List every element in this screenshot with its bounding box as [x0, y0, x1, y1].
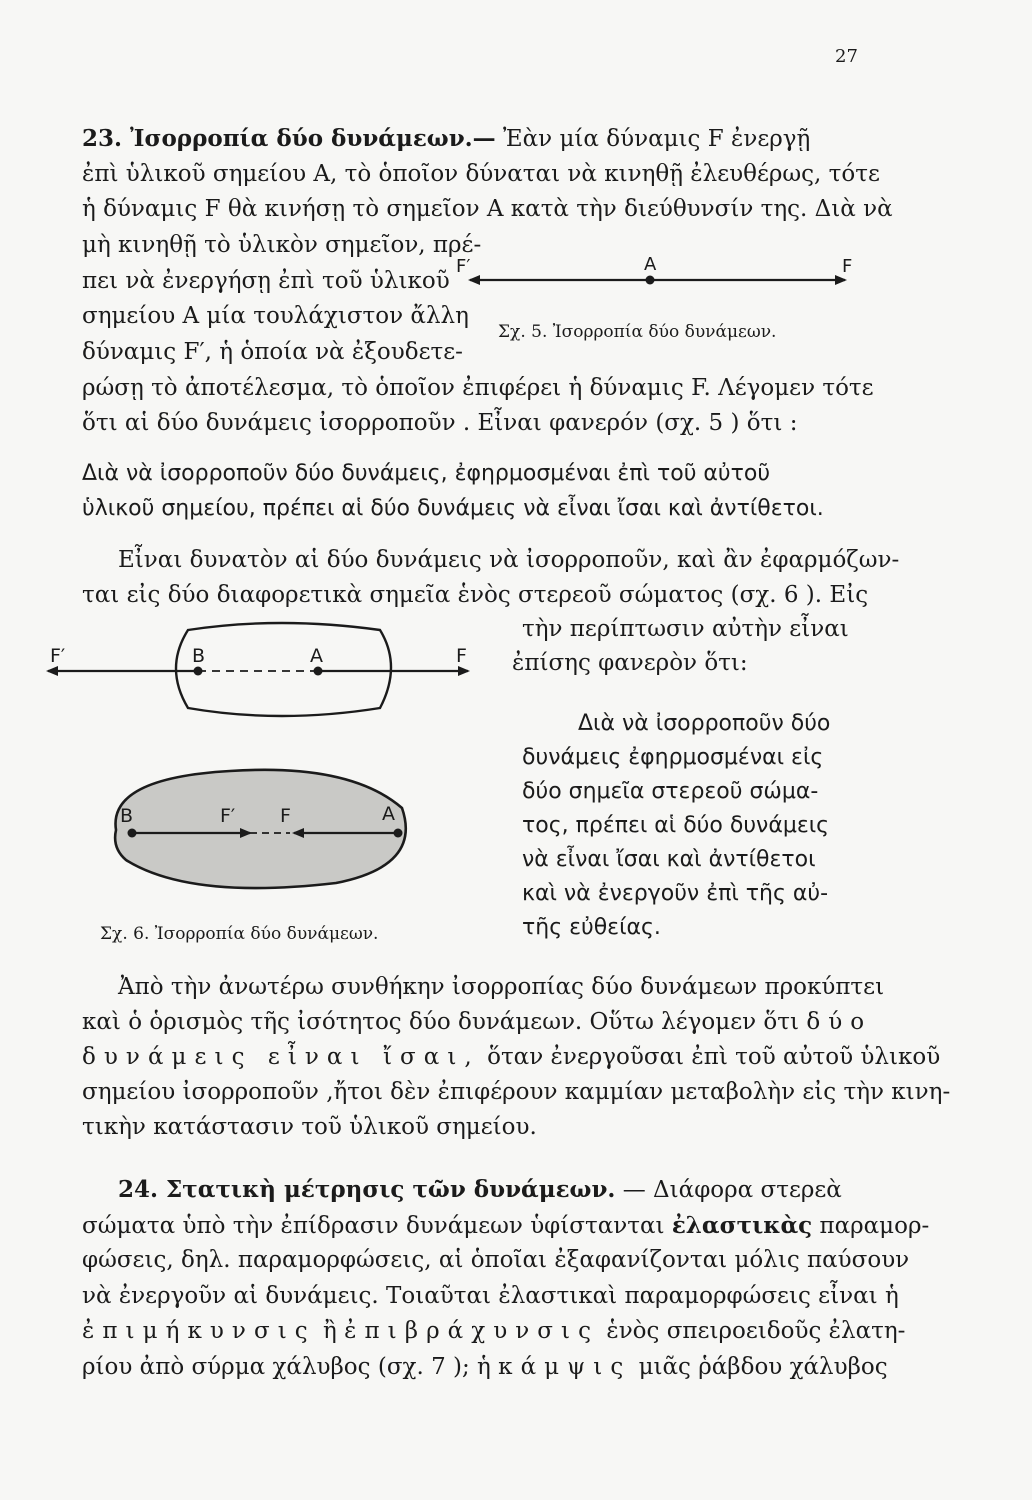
section-23-line-8: ρώσῃ τὸ ἀποτέλεσμα, τὸ ὁποῖον ἐπιφέρει ἡ δύναμις F. Λέγομεν τότε	[82, 375, 874, 401]
section-23-line-1: 23. Ἰσορροπία δύο δυνάμεων.— Ἐὰν μία δύναμις F ἐνεργῇ	[82, 125, 811, 152]
section-23-line-6: σημείου A μία τουλάχιστον ἄλλη	[82, 303, 469, 329]
rule-1-line-2: ὑλικοῦ σημείου, πρέπει αἱ δύο δυνάμεις νὰ εἶναι ἴσαι καὶ ἀντίθετοι.	[82, 496, 824, 521]
section-24-line-5: ἐπιμήκυνσις ἢ ἐπιβράχυνσις ἑνὸς σπειροειδοῦς ἐλατη-	[82, 1318, 906, 1344]
fig6-bottom-f-prime: F′	[220, 805, 236, 827]
para-2-line-3: τὴν περίπτωσιν αὐτὴν εἶναι	[522, 616, 849, 642]
para-2-line-2: ται εἰς δύο διαφορετικὰ σημεῖα ἑνὸς στερεοῦ σώματος (σχ. 6 ). Εἰς	[82, 582, 869, 608]
para-2-line-1: Εἶναι δυνατὸν αἱ δύο δυνάμεις νὰ ἰσορροποῦν, καὶ ἂν ἐφαρμόζων-	[118, 547, 900, 573]
section-24-line-3: φώσεις, δηλ. παραμορφώσεις, αἱ ὁποῖαι ἐξαφανίζονται μόλις παύσουν	[82, 1247, 910, 1273]
fig5-label-f: F	[842, 256, 853, 277]
bottom-point-b-dot	[128, 829, 137, 838]
rule-2-line-2: δυνάμεις ἐφηρμοσμέναι εἰς	[522, 745, 824, 770]
rigid-body-top	[176, 623, 391, 716]
figure-5-caption: Σχ. 5. Ἰσορροπία δύο δυνάμεων.	[498, 322, 777, 342]
rule-2-line-3: δύο σημεῖα στερεοῦ σώμα-	[522, 779, 819, 804]
para-3-line-3: δυνάμεις εἶναι ἴσαι, ὅταν ἐνεργοῦσαι ἐπὶ τοῦ αὐτοῦ ὑλικοῦ	[82, 1044, 941, 1070]
figure-6	[40, 608, 500, 898]
fig6-top-b: B	[192, 645, 206, 667]
fig6-top-f-prime: F′	[50, 645, 66, 667]
para-2-line-4: ἐπίσης φανερὸν ὅτι:	[512, 650, 748, 676]
para-3-line-5: τικὴν κατάστασιν τοῦ ὑλικοῦ σημείου.	[82, 1114, 537, 1140]
point-a-dot	[646, 276, 655, 285]
section-23-line-9: ὅτι αἱ δύο δυνάμεις ἰσορροποῦν . Εἶναι φανερόν (σχ. 5 ) ὅτι :	[82, 410, 798, 436]
rule-2-line-7: τῆς εὐθείας.	[522, 915, 661, 940]
rule-1-line-1: Διὰ νὰ ἰσορροποῦν δύο δυνάμεις, ἐφηρμοσμέναι ἐπὶ τοῦ αὐτοῦ	[82, 461, 771, 486]
figure-5	[450, 248, 860, 298]
fig6-top-a: A	[310, 645, 323, 667]
para-3-line-4: σημείου ἰσορροποῦν ,ἤτοι δὲν ἐπιφέρουν καμμίαν μεταβολὴν εἰς τὴν κινη-	[82, 1079, 951, 1105]
section-23-heading: 23. Ἰσορροπία δύο δυνάμεων.—	[82, 125, 496, 152]
rule-2-line-5: νὰ εἶναι ἴσαι καὶ ἀντίθετοι	[522, 847, 816, 872]
bottom-point-a-dot	[394, 829, 403, 838]
top-point-b-dot	[194, 667, 203, 676]
section-24-heading: 24. Στατικὴ μέτρησις τῶν δυνάμεων.	[118, 1176, 616, 1203]
section-23-line-2: ἐπὶ ὑλικοῦ σημείου A, τὸ ὁποῖον δύναται νὰ κινηθῇ ἐλευθέρως, τότε	[82, 161, 880, 187]
rule-2-line-6: καὶ νὰ ἐνεργοῦν ἐπὶ τῆς αὐ-	[522, 881, 829, 906]
para-3-line-2: καὶ ὁ ὁρισμὸς τῆς ἰσότητος δύο δυνάμεων. Οὕτω λέγομεν ὅτι δύο	[82, 1009, 873, 1035]
section-24-line-2: σώματα ὑπὸ τὴν ἐπίδρασιν δυνάμεων ὑφίστανται ἐλαστικὰς παραμορ-	[82, 1212, 930, 1239]
section-23-line-7: δύναμις F′, ἡ ὁποία νὰ ἐξουδετε-	[82, 339, 463, 365]
section-24-line-6: ρίου ἀπὸ σύρμα χάλυβος (σχ. 7 ); ἡ κάμψις μιᾶς ῥάβδου χάλυβος	[82, 1354, 888, 1380]
para-3-line-1: Ἀπὸ τὴν ἀνωτέρω συνθήκην ἰσορροπίας δύο δυνάμεων προκύπτει	[118, 974, 885, 1000]
section-23-line-4: μὴ κινηθῇ τὸ ὑλικὸν σημεῖον, πρέ-	[82, 232, 482, 258]
fig6-bottom-b: B	[120, 805, 134, 827]
top-point-a-dot	[314, 667, 323, 676]
page-number: 27	[835, 46, 858, 67]
fig5-label-f-prime: F′	[456, 256, 471, 277]
fig6-bottom-a: A	[382, 803, 395, 825]
section-23-line-3: ἡ δύναμις F θὰ κινήσῃ τὸ σημεῖον A κατὰ τὴν διεύθυνσίν της. Διὰ νὰ	[82, 196, 893, 222]
fig5-label-a: A	[644, 254, 657, 275]
figure-6-caption: Σχ. 6. Ἰσορροπία δύο δυνάμεων.	[100, 924, 379, 944]
rule-2-line-1: Διὰ νὰ ἰσορροποῦν δύο	[578, 711, 831, 736]
fig6-bottom-f: F	[280, 805, 291, 827]
section-24-line-4: νὰ ἐνεργοῦν αἱ δυνάμεις. Τοιαῦται ἐλαστικαὶ παραμορφώσεις εἶναι ἡ	[82, 1283, 899, 1309]
fig6-top-f: F	[456, 645, 467, 667]
rigid-body-bottom	[115, 770, 406, 888]
section-24-line-1: 24. Στατικὴ μέτρησις τῶν δυνάμεων. — Διάφορα στερεὰ	[118, 1176, 842, 1203]
rule-2-line-4: τος, πρέπει αἱ δύο δυνάμεις	[522, 813, 830, 838]
section-23-line-5: πει νὰ ἐνεργήσῃ ἐπὶ τοῦ ὑλικοῦ	[82, 268, 450, 294]
